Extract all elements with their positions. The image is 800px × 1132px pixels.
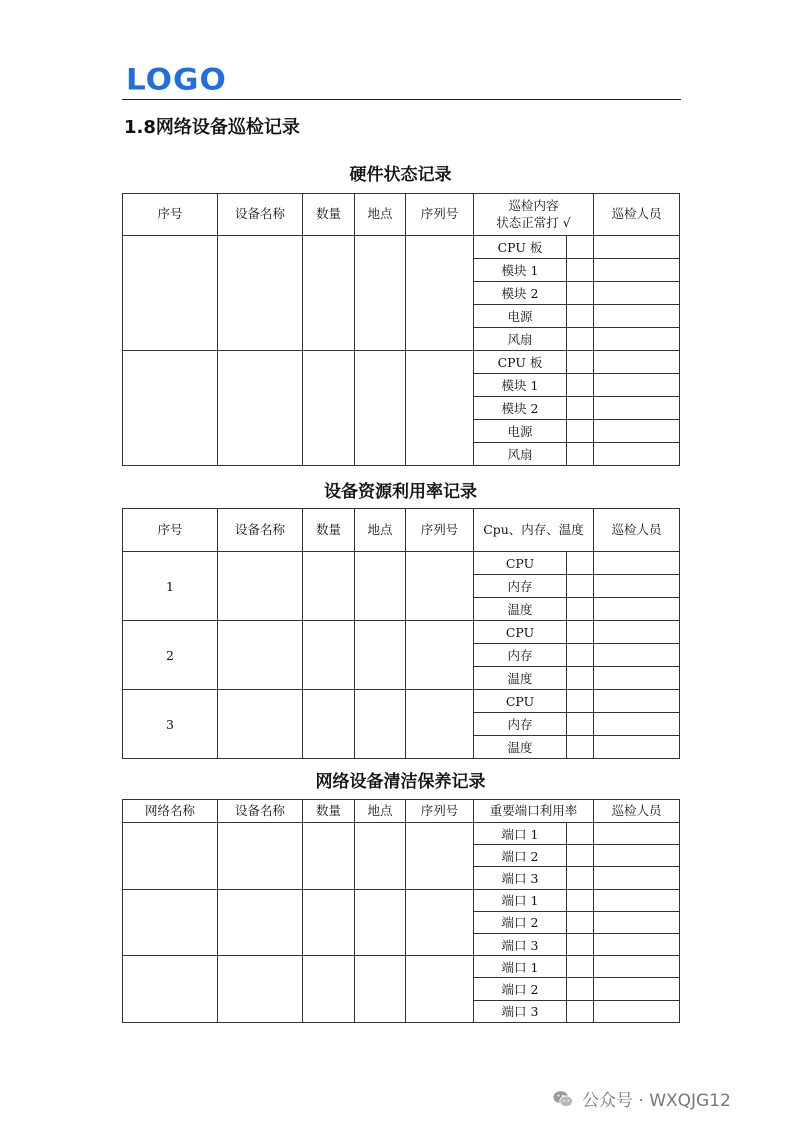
col-header-inspector: 巡检人员 (594, 800, 680, 823)
status-check-cell (567, 305, 594, 328)
col-header-port-utilisation: 重要端口利用率 (474, 800, 594, 823)
wechat-icon (552, 1088, 574, 1110)
item-label-cell: 风扇 (474, 328, 567, 351)
location-cell (355, 552, 406, 621)
table-header-row (123, 194, 680, 236)
item-label-cell: 端口 2 (474, 845, 567, 867)
quantity-cell (303, 351, 355, 466)
group-index-cell (123, 823, 218, 890)
col-header-location: 地点 (355, 509, 406, 552)
serial-cell (406, 889, 474, 956)
table-row (123, 956, 680, 978)
item-label-cell: 内存 (474, 575, 567, 598)
inspector-cell (594, 443, 680, 466)
item-label-cell: 风扇 (474, 443, 567, 466)
inspector-cell (594, 305, 680, 328)
item-label-cell: 温度 (474, 667, 567, 690)
header-divider (122, 99, 681, 100)
status-check-cell (567, 420, 594, 443)
serial-cell (406, 956, 474, 1023)
inspector-cell (594, 713, 680, 736)
device-name-cell (218, 690, 303, 759)
status-check-cell (567, 1000, 594, 1022)
inspector-cell (594, 259, 680, 282)
item-label-cell: 端口 1 (474, 889, 567, 911)
device-name-cell (218, 956, 303, 1023)
quantity-cell (303, 956, 355, 1023)
device-name-cell (218, 552, 303, 621)
inspector-cell (594, 575, 680, 598)
location-cell (355, 823, 406, 890)
item-label-cell: 内存 (474, 713, 567, 736)
hardware-table-title: 硬件状态记录 (349, 165, 452, 185)
col-header-index: 序号 (123, 194, 218, 236)
col-header-inspection-content (474, 194, 594, 236)
location-cell (355, 956, 406, 1023)
inspector-cell (594, 690, 680, 713)
inspector-cell (594, 978, 680, 1000)
item-label-cell: 端口 3 (474, 867, 567, 889)
item-label-cell: 端口 3 (474, 1000, 567, 1022)
quantity-cell (303, 621, 355, 690)
inspector-cell (594, 282, 680, 305)
status-check-cell (567, 236, 594, 259)
hardware-status-table (122, 193, 680, 466)
serial-cell (406, 552, 474, 621)
status-check-cell (567, 933, 594, 955)
status-check-cell (567, 644, 594, 667)
col-header-device-name: 设备名称 (218, 194, 303, 236)
col-header-inspector: 巡检人员 (594, 194, 680, 236)
item-label-cell: CPU (474, 690, 567, 713)
group-index-cell: 3 (123, 690, 218, 759)
location-cell (355, 351, 406, 466)
inspector-cell (594, 644, 680, 667)
resource-usage-table (122, 508, 680, 759)
table-header-row (123, 509, 680, 552)
item-label-cell: 模块 1 (474, 259, 567, 282)
inspector-cell (594, 621, 680, 644)
watermark (552, 1086, 731, 1111)
device-name-cell (218, 236, 303, 351)
status-check-cell (567, 845, 594, 867)
col-header-device-name: 设备名称 (218, 800, 303, 823)
col-header-location: 地点 (355, 194, 406, 236)
inspector-cell (594, 374, 680, 397)
status-check-cell (567, 736, 594, 759)
item-label-cell: 端口 1 (474, 823, 567, 845)
serial-cell (406, 236, 474, 351)
inspector-cell (594, 867, 680, 889)
inspector-cell (594, 736, 680, 759)
item-label-cell: 端口 3 (474, 933, 567, 955)
group-index-cell (123, 956, 218, 1023)
status-check-cell (567, 397, 594, 420)
quantity-cell (303, 690, 355, 759)
watermark-text: 公众号 · WXQJG12 (582, 1091, 731, 1111)
inspector-cell (594, 420, 680, 443)
status-check-cell (567, 867, 594, 889)
inspection-content-label: 巡检内容 (508, 197, 559, 213)
item-label-cell: 端口 1 (474, 956, 567, 978)
inspector-cell (594, 911, 680, 933)
section-title: 1.8网络设备巡检记录 (124, 117, 300, 138)
status-check-label: 状态正常打 √ (496, 214, 571, 230)
status-check-cell (567, 328, 594, 351)
status-check-cell (567, 374, 594, 397)
col-header-cpu-memory-temp: Cpu、内存、温度 (474, 509, 594, 552)
inspector-cell (594, 889, 680, 911)
col-header-location: 地点 (355, 800, 406, 823)
serial-cell (406, 690, 474, 759)
table-row (123, 351, 680, 374)
status-check-cell (567, 351, 594, 374)
col-header-quantity: 数量 (303, 194, 355, 236)
quantity-cell (303, 823, 355, 890)
inspector-cell (594, 351, 680, 374)
status-check-cell (567, 667, 594, 690)
table-header-row (123, 800, 680, 823)
col-header-serial: 序列号 (406, 800, 474, 823)
inspector-cell (594, 552, 680, 575)
group-index-cell (123, 236, 218, 351)
table-row (123, 690, 680, 713)
status-check-cell (567, 282, 594, 305)
col-header-quantity: 数量 (303, 509, 355, 552)
item-label-cell: CPU (474, 621, 567, 644)
group-index-cell (123, 889, 218, 956)
item-label-cell: 温度 (474, 598, 567, 621)
col-header-serial: 序列号 (406, 509, 474, 552)
location-cell (355, 690, 406, 759)
item-label-cell: 端口 2 (474, 978, 567, 1000)
status-check-cell (567, 575, 594, 598)
serial-cell (406, 823, 474, 890)
logo: LOGO (126, 62, 227, 98)
device-name-cell (218, 889, 303, 956)
inspector-cell (594, 667, 680, 690)
device-name-cell (218, 823, 303, 890)
inspector-cell (594, 1000, 680, 1022)
status-check-cell (567, 552, 594, 575)
status-check-cell (567, 621, 594, 644)
status-check-cell (567, 443, 594, 466)
table-row (123, 889, 680, 911)
col-header-device-name: 设备名称 (218, 509, 303, 552)
serial-cell (406, 621, 474, 690)
col-header-index: 序号 (123, 509, 218, 552)
quantity-cell (303, 236, 355, 351)
table-row (123, 621, 680, 644)
item-label-cell: 电源 (474, 420, 567, 443)
cleaning-maintenance-table (122, 799, 680, 1023)
status-check-cell (567, 690, 594, 713)
table-row (123, 552, 680, 575)
location-cell (355, 621, 406, 690)
status-check-cell (567, 713, 594, 736)
cleaning-table-title: 网络设备清洁保养记录 (315, 772, 486, 792)
item-label-cell: 内存 (474, 644, 567, 667)
inspector-cell (594, 933, 680, 955)
item-label-cell: 模块 2 (474, 282, 567, 305)
status-check-cell (567, 823, 594, 845)
inspector-cell (594, 823, 680, 845)
col-header-inspector: 巡检人员 (594, 509, 680, 552)
table-row (123, 823, 680, 845)
inspector-cell (594, 845, 680, 867)
item-label-cell: 模块 1 (474, 374, 567, 397)
inspector-cell (594, 236, 680, 259)
item-label-cell: 温度 (474, 736, 567, 759)
item-label-cell: CPU 板 (474, 236, 567, 259)
item-label-cell: 端口 2 (474, 911, 567, 933)
device-name-cell (218, 621, 303, 690)
col-header-quantity: 数量 (303, 800, 355, 823)
location-cell (355, 236, 406, 351)
status-check-cell (567, 956, 594, 978)
inspector-cell (594, 956, 680, 978)
status-check-cell (567, 598, 594, 621)
item-label-cell: CPU 板 (474, 351, 567, 374)
group-index-cell: 1 (123, 552, 218, 621)
status-check-cell (567, 889, 594, 911)
status-check-cell (567, 259, 594, 282)
device-name-cell (218, 351, 303, 466)
col-header-network-name: 网络名称 (123, 800, 218, 823)
serial-cell (406, 351, 474, 466)
item-label-cell: 电源 (474, 305, 567, 328)
location-cell (355, 889, 406, 956)
group-index-cell (123, 351, 218, 466)
item-label-cell: CPU (474, 552, 567, 575)
status-check-cell (567, 911, 594, 933)
resource-table-title: 设备资源利用率记录 (324, 482, 477, 502)
group-index-cell: 2 (123, 621, 218, 690)
inspector-cell (594, 397, 680, 420)
inspector-cell (594, 598, 680, 621)
status-check-cell (567, 978, 594, 1000)
inspector-cell (594, 328, 680, 351)
table-row (123, 236, 680, 259)
quantity-cell (303, 552, 355, 621)
quantity-cell (303, 889, 355, 956)
item-label-cell: 模块 2 (474, 397, 567, 420)
col-header-serial: 序列号 (406, 194, 474, 236)
